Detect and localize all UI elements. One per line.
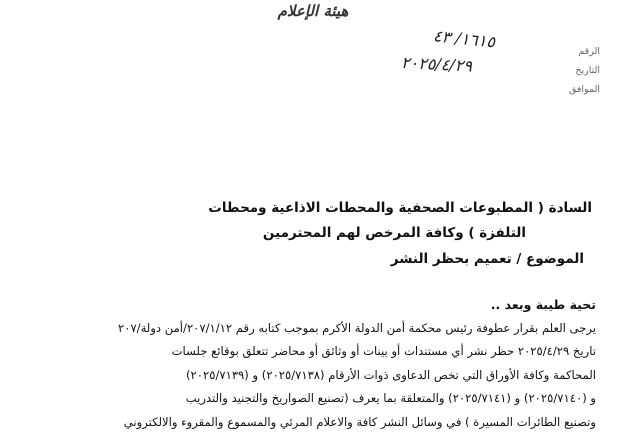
body-line-4: و (٢٠٢٥/٧١٤٠) و (٢٠٢٥/٧١٤١) والمتعلقة بما يعرف (تصنيع الصواريخ والتجنيد والتدريب [185, 391, 596, 406]
greeting: تحية طيبة وبعد .. [490, 297, 596, 312]
ref-number-value: ١٦١٥/ ٤٣ [432, 26, 497, 52]
addressee-line-2: التلفزة ) وكافة المرخص لهم المحترمين [262, 225, 526, 241]
date-label: التاريخ [575, 65, 600, 76]
body-line-5: وتصنيع الطائرات المسيرة ) في وسائل النشر كافة والاعلام المرئي والمسموع والمقروء والالكتروني [123, 414, 596, 429]
addressee-block [32, 196, 592, 272]
subject-line: الموضوع / تعميم بحظر النشر [390, 251, 584, 267]
ref-number-label: الرقم [578, 46, 600, 57]
body-line-1: يرجى العلم بقرار عطوفة رئيس محكمة أمن الدولة الأكرم بموجب كتابه رقم ٢٠٧/١/١٢/أمن دولة/٢٠٧ [117, 320, 596, 335]
date-value: ٢٠٢٥/٤/٢٩ [400, 52, 473, 76]
attachment-label: الموافق [568, 84, 600, 95]
organization-logo: هيئة الإعلام [277, 2, 349, 20]
body-line-3: المحاكمة وكافة الأوراق التي تخص الدعاوى ذوات الأرقام (٢٠٢٥/٧١٣٨) و (٢٠٢٥/٧١٣٩) [186, 367, 596, 382]
addressee-line-1: السادة ( المطبوعات الصحفية والمحطات الاذاعية ومحطات [208, 200, 592, 216]
handwritten-reference [395, 28, 565, 80]
body-line-2: تاريخ ٢٠٢٥/٤/٢٩ حظر نشر أي مستندات أو بينات أو وثائق أو محاضر تتعلق بوقائع جلسات [171, 344, 596, 359]
letter-body [18, 293, 596, 435]
